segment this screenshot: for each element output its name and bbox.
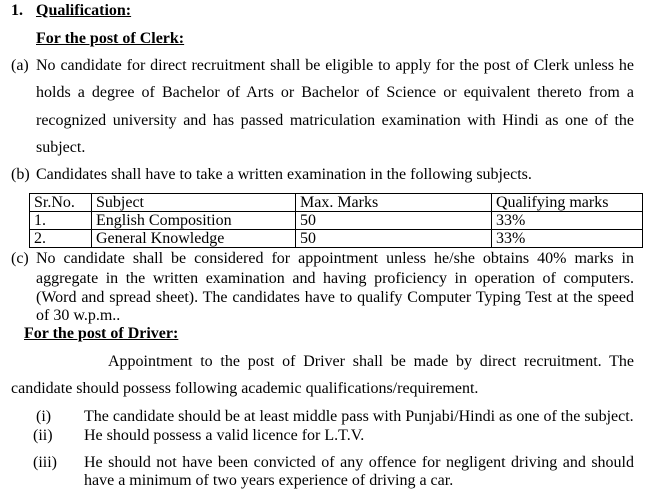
- driver-item-i-text: The candidate should be at least middle pass with Punjabi/Hindi as one of the subject.: [84, 408, 634, 425]
- table-cell: 33%: [492, 230, 643, 248]
- table-cell: 2.: [30, 230, 92, 248]
- table-cell: General Knowledge: [92, 230, 296, 248]
- table-row: [30, 212, 643, 230]
- clause-c-line-1: No candidate shall be considered for appointment unless he/she obtains 40% marks in: [36, 250, 634, 267]
- clause-a-line-4: subject.: [36, 139, 86, 156]
- section-number: 1.: [11, 2, 23, 19]
- section-title: Qualification:: [36, 2, 132, 19]
- driver-intro-line-2: candidate should possess following academic qualifications/requirement.: [11, 380, 479, 397]
- clause-a-line-1: No candidate for direct recruitment shall be eligible to apply for the post of Clerk unless he: [36, 57, 634, 74]
- table-cell: 33%: [492, 212, 643, 230]
- table-cell: 50: [296, 230, 492, 248]
- table-cell: English Composition: [92, 212, 296, 230]
- clause-a-marker: (a): [11, 57, 29, 74]
- clause-b-marker: (b): [11, 166, 30, 183]
- driver-item-i-marker: (i): [36, 408, 52, 425]
- clause-a-line-3: recognized university and has passed matriculation examination with Hindi as one of the: [36, 112, 634, 129]
- driver-item-iii-marker: (iii): [33, 454, 57, 471]
- driver-item-ii-marker: (ii): [33, 427, 53, 444]
- clause-c-line-2: aggregate in the written examination and having proficiency in operation of computers.: [36, 270, 634, 287]
- table-header-cell: Subject: [92, 194, 296, 212]
- driver-item-iii-line-2: have a minimum of two years experience of driving a car.: [84, 472, 454, 489]
- driver-heading: For the post of Driver:: [24, 325, 179, 342]
- table-header-cell: Max. Marks: [296, 194, 492, 212]
- clause-c-line-3: (Word and spread sheet). The candidates have to qualify Computer Typing Test at the speed: [36, 289, 634, 306]
- table-header-row: [30, 194, 643, 212]
- clause-c-marker: (c): [11, 250, 29, 267]
- clause-b-text: Candidates shall have to take a written examination in the following subjects.: [36, 166, 532, 183]
- driver-intro-line-1: Appointment to the post of Driver shall be made by direct recruitment. The: [108, 353, 634, 370]
- table-cell: 1.: [30, 212, 92, 230]
- table-cell: 50: [296, 212, 492, 230]
- driver-item-ii-text: He should possess a valid licence for L.T.V.: [84, 427, 365, 444]
- table-header-cell: Qualifying marks: [492, 194, 643, 212]
- clause-c-line-4: of 30 w.p.m..: [36, 307, 121, 324]
- clause-a-line-2: holds a degree of Bachelor of Arts or Bachelor of Science or equivalent thereto from a: [36, 84, 634, 101]
- driver-item-iii-line-1: He should not have been convicted of any offence for negligent driving and should: [84, 454, 634, 471]
- subjects-table: [29, 193, 643, 248]
- table-row: [30, 230, 643, 248]
- table-header-cell: Sr.No.: [30, 194, 92, 212]
- clerk-heading: For the post of Clerk:: [36, 30, 185, 47]
